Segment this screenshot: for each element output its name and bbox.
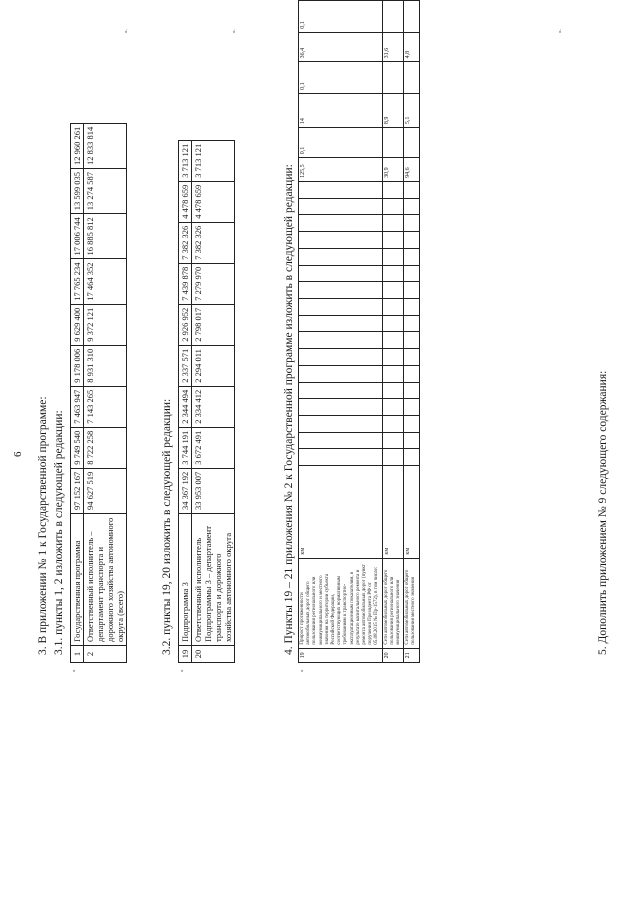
table-row (179, 140, 192, 662)
cell-value: 3 713 121 (192, 140, 235, 181)
cell-empty (404, 232, 419, 249)
cell-empty (404, 382, 419, 399)
cell-empty (404, 399, 419, 416)
close-quote-mark: ». (558, 29, 563, 33)
cell-empty (404, 298, 419, 315)
cell-value: 30,9 (382, 158, 404, 182)
cell-empty (404, 181, 419, 198)
cell-empty (299, 365, 383, 382)
cell-value: 2 334 412 (192, 386, 235, 427)
cell-empty (299, 265, 383, 282)
cell-empty (382, 265, 404, 282)
cell-num: 21 (404, 648, 419, 662)
cell-value: 31,6 (382, 32, 404, 62)
cell-value: 17 006 744 (71, 214, 84, 259)
cell-indicator: Сети автомобильных дорог общего пользования местного значения (404, 558, 419, 648)
section4-heading: 4. Пункты 19 – 21 приложения № 2 к Государственной программе изложить в следующей редакции: (283, 164, 295, 655)
cell-value: 2 337 571 (179, 345, 192, 386)
open-quote-mark: « (72, 669, 77, 672)
cell-value: 5,1 (404, 93, 419, 127)
cell-empty (299, 282, 383, 299)
table-row (404, 1, 419, 663)
cell-empty (299, 399, 383, 416)
cell-value: 36,4 (299, 32, 383, 62)
cell-num: 20 (192, 646, 235, 663)
cell-value (404, 1, 419, 33)
table-row (84, 123, 127, 662)
cell-value: 13 274 587 (84, 169, 127, 214)
cell-value: 7 279 970 (192, 263, 235, 304)
cell-value: 8 931 310 (84, 345, 127, 386)
cell-value: 4 478 659 (179, 181, 192, 222)
cell-value: 2 344 494 (179, 386, 192, 427)
section3-heading: 3. В приложении № 1 к Государственной программе: (37, 396, 49, 655)
cell-value: 2 926 952 (179, 304, 192, 345)
cell-name: Подпрограмма 3 (179, 514, 192, 646)
cell-empty (404, 449, 419, 466)
cell-value: 94 627 519 (84, 468, 127, 513)
cell-empty (382, 349, 404, 366)
cell-value: 94,6 (404, 158, 419, 182)
cell-empty (382, 232, 404, 249)
cell-value: 12 833 814 (84, 123, 127, 168)
cell-empty (382, 415, 404, 432)
cell-empty (299, 298, 383, 315)
cell-empty (404, 315, 419, 332)
cell-value (404, 62, 419, 94)
close-quote-mark: ». (124, 29, 129, 33)
cell-empty (299, 215, 383, 232)
cell-empty (404, 332, 419, 349)
cell-empty (404, 415, 419, 432)
cell-empty (404, 198, 419, 215)
cell-empty (382, 181, 404, 198)
cell-empty (404, 365, 419, 382)
cell-name: Ответственный исполнитель – департамент транспорта и дорожного хозяйства автономного округа (всего) (84, 514, 127, 646)
cell-value: 4,8 (404, 32, 419, 62)
cell-empty (299, 332, 383, 349)
cell-indicator: Сети автомобильных дорог общего пользования регионального или межмуниципального значения (382, 558, 404, 648)
cell-value: 12 960 261 (71, 123, 84, 168)
cell-value (382, 128, 404, 158)
cell-empty (404, 282, 419, 299)
cell-empty (382, 382, 404, 399)
cell-value: 3 713 121 (179, 140, 192, 181)
page-number: 6 (12, 451, 24, 457)
cell-value: 16 885 812 (84, 214, 127, 259)
cell-value: 7 382 326 (179, 222, 192, 263)
cell-value: 17 464 352 (84, 259, 127, 304)
cell-value: 97 152 167 (71, 468, 84, 513)
cell-num: 19 (179, 646, 192, 663)
cell-num: 1 (71, 646, 84, 663)
cell-value: 9 629 400 (71, 304, 84, 345)
cell-empty (299, 198, 383, 215)
cell-value: 8 722 258 (84, 427, 127, 468)
cell-empty (404, 265, 419, 282)
cell-value: 0,1 (299, 1, 383, 33)
cell-empty (299, 248, 383, 265)
cell-value: 14 (299, 93, 383, 127)
cell-empty (382, 449, 404, 466)
cell-value: 0,1 (299, 128, 383, 158)
section5-heading: 5. Дополнить приложением № 9 следующего содержания: (597, 370, 609, 655)
cell-empty (382, 298, 404, 315)
table-row (382, 1, 404, 663)
cell-unit: км (299, 466, 383, 558)
table-row (71, 123, 84, 662)
cell-value: 7 382 326 (192, 222, 235, 263)
cell-value: 34 367 192 (179, 468, 192, 513)
cell-value: 7 143 265 (84, 386, 127, 427)
cell-value (382, 1, 404, 33)
cell-empty (299, 432, 383, 449)
section3-sub1: 3.1. пункты 1, 2 изложить в следующей редакции: (53, 410, 65, 655)
cell-name: Государственная программа (71, 514, 84, 646)
cell-empty (382, 248, 404, 265)
cell-value: 13 599 035 (71, 169, 84, 214)
cell-empty (404, 432, 419, 449)
cell-value: 8,9 (382, 93, 404, 127)
cell-empty (382, 332, 404, 349)
table-appendix1-items-19-20 (178, 140, 235, 663)
cell-value (404, 128, 419, 158)
table-row (299, 1, 383, 663)
open-quote-mark: « (180, 669, 185, 672)
cell-num: 2 (84, 646, 127, 663)
cell-empty (404, 215, 419, 232)
cell-empty (382, 432, 404, 449)
cell-empty (404, 349, 419, 366)
cell-empty (299, 181, 383, 198)
cell-value: 3 672 491 (192, 427, 235, 468)
cell-value: 33 953 007 (192, 468, 235, 513)
cell-empty (382, 198, 404, 215)
cell-value: 125,5 (299, 158, 383, 182)
cell-value: 7 463 947 (71, 386, 84, 427)
cell-empty (299, 232, 383, 249)
table-appendix1-items-1-2 (70, 123, 127, 663)
cell-unit: км (404, 466, 419, 558)
table-row (192, 140, 235, 662)
cell-num: 20 (382, 648, 404, 662)
cell-empty (299, 315, 383, 332)
close-quote-mark: ». (232, 29, 237, 33)
cell-empty (299, 449, 383, 466)
cell-value: 7 439 878 (179, 263, 192, 304)
cell-value: 4 478 659 (192, 181, 235, 222)
cell-value: 0,1 (299, 62, 383, 94)
cell-value: 2 294 011 (192, 345, 235, 386)
cell-value: 2 798 017 (192, 304, 235, 345)
cell-value: 17 765 234 (71, 259, 84, 304)
cell-value (382, 62, 404, 94)
cell-value: 9 749 540 (71, 427, 84, 468)
cell-indicator: Прирост протяженности автомобильных дорог общего пользования регионального или межмуниципального и местного значения на территории субъекта Российской Федерации, соответствующих нормативным требованиям к транспортно-эксплуатационным показателям, в результате капитального ремонта и ремонта автомобильных дорог (пункт поручения Президента РФ от 05.08.2015 № Пр-1572), в том числе: (299, 558, 383, 648)
open-quote-mark: « (300, 669, 305, 672)
cell-value: 9 372 121 (84, 304, 127, 345)
cell-empty (299, 382, 383, 399)
cell-empty (382, 215, 404, 232)
cell-num: 19 (299, 648, 383, 662)
cell-empty (299, 349, 383, 366)
table-appendix2-items-19-21 (298, 0, 420, 663)
cell-name: Ответственный исполнитель Подпрограммы 3 – департамент транспорта и дорожного хозяйства автономного округа (192, 514, 235, 646)
cell-value: 3 744 191 (179, 427, 192, 468)
cell-empty (404, 248, 419, 265)
cell-empty (382, 282, 404, 299)
section3-sub2: 3.2. пункты 19, 20 изложить в следующей редакции: (161, 398, 173, 655)
cell-value: 9 178 006 (71, 345, 84, 386)
cell-empty (382, 315, 404, 332)
cell-empty (382, 365, 404, 382)
cell-empty (299, 415, 383, 432)
cell-empty (382, 399, 404, 416)
cell-unit: км (382, 466, 404, 558)
